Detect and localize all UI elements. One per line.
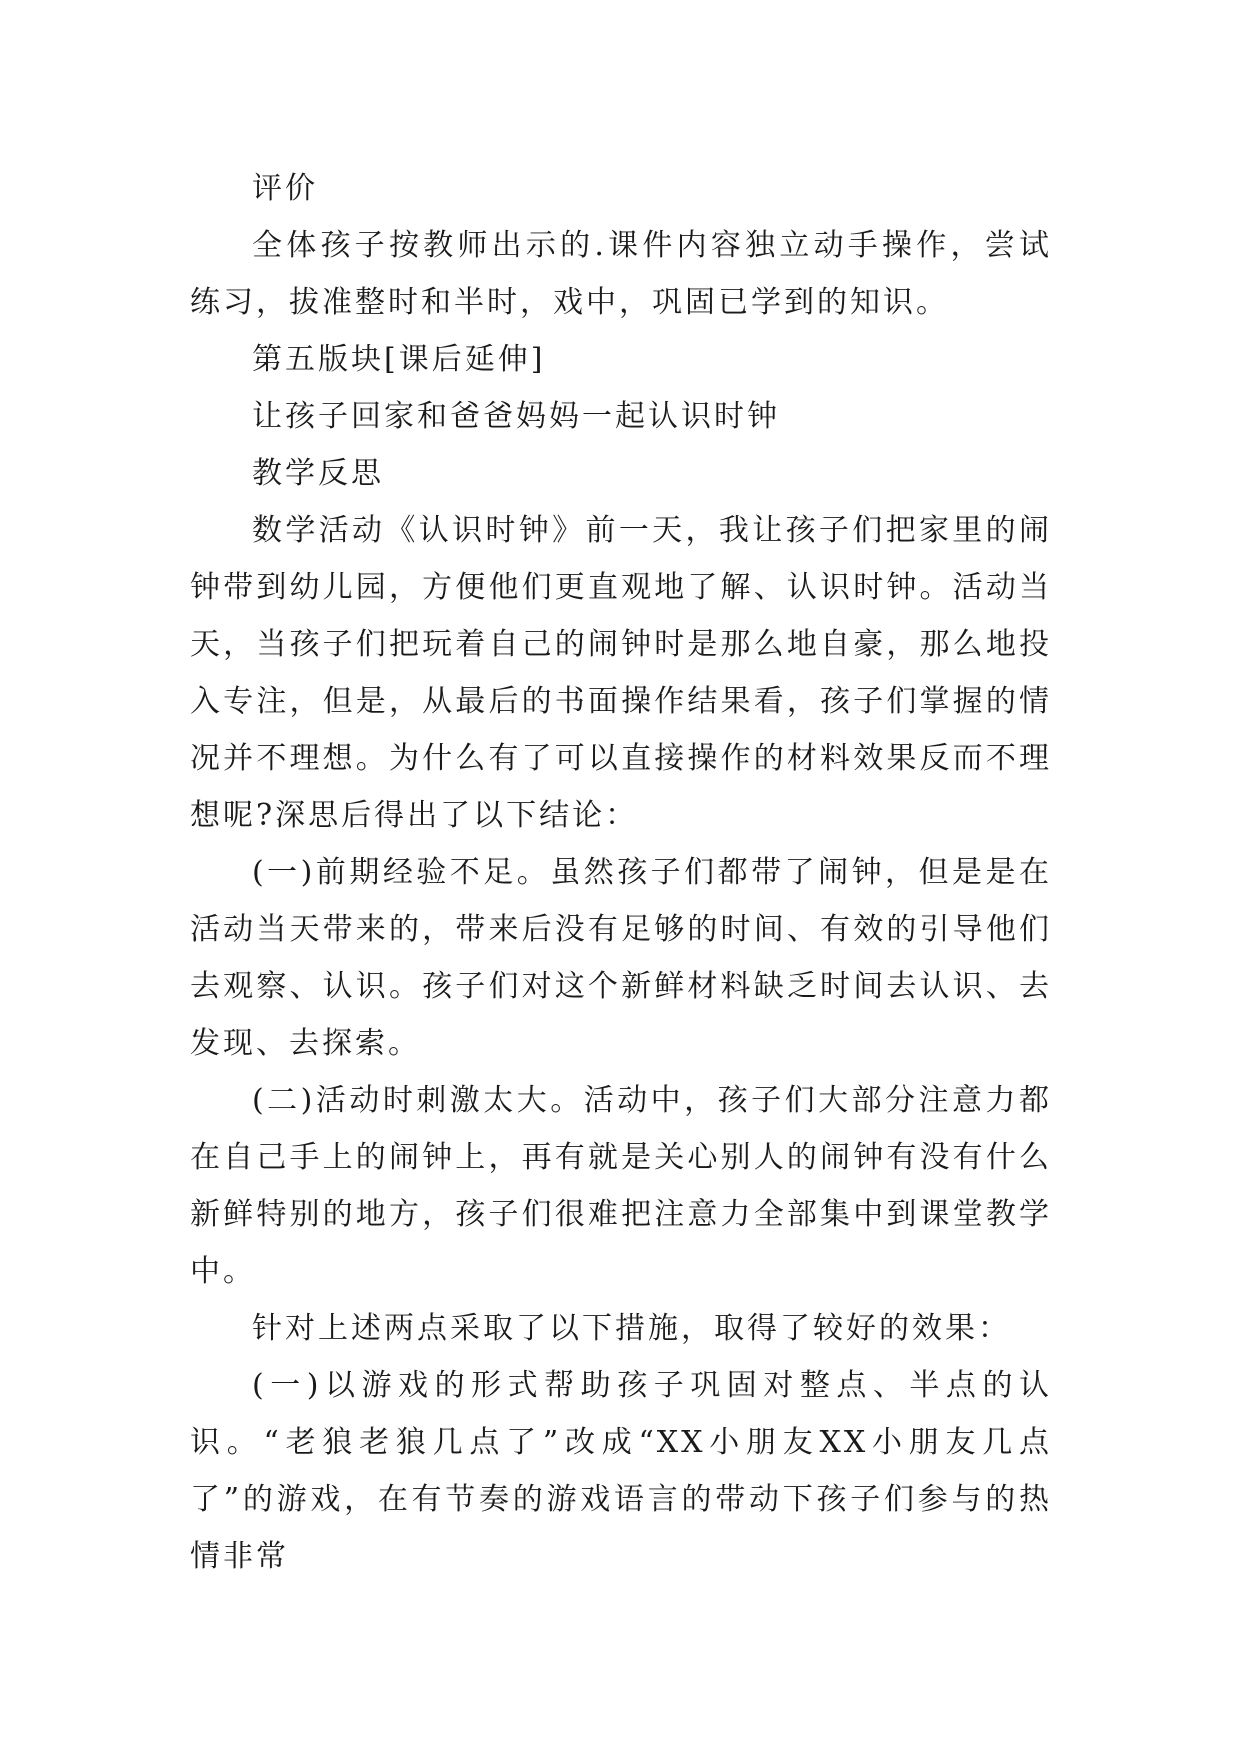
paragraph-reflection-heading: 教学反思 xyxy=(252,456,384,491)
paragraph-evaluation-text: 全体孩子按教师出示的.课件内容独立动手操作，尝试练习，拔准整时和半时，戏中，巩固已学到的知识。 xyxy=(190,228,1052,320)
paragraph-evaluation-heading: 评价 xyxy=(252,171,318,206)
paragraph-extension-text: 让孩子回家和爸爸妈妈一起认识时钟 xyxy=(252,399,780,434)
paragraph-conclusion-one: (一)前期经验不足。虽然孩子们都带了闹钟，但是是在活动当天带来的，带来后没有足够的时间、有效的引导他们去观察、认识。孩子们对这个新鲜材料缺乏时间去认识、去发现、去探索。 xyxy=(190,855,1052,1061)
paragraph-measure-one: (一)以游戏的形式帮助孩子巩固对整点、半点的认识。“老狼老狼几点了”改成“XX小朋友XX小朋友几点了”的游戏，在有节奏的游戏语言的带动下孩子们参与的热情非常 xyxy=(190,1368,1052,1574)
paragraph-section-five-heading: 第五版块[课后延伸] xyxy=(252,342,546,377)
document-body xyxy=(190,160,1052,1585)
paragraph-measures-intro: 针对上述两点采取了以下措施，取得了较好的效果： xyxy=(252,1311,1011,1346)
paragraph-reflection-intro: 数学活动《认识时钟》前一天，我让孩子们把家里的闹钟带到幼儿园，方便他们更直观地了解、认识时钟。活动当天，当孩子们把玩着自己的闹钟时是那么地自豪，那么地投入专注，但是，从最后的书面操作结果看，孩子们掌握的情况并不理想。为什么有了可以直接操作的材料效果反而不理想呢?深思后得出了以下结论： xyxy=(190,513,1052,833)
paragraph-conclusion-two: (二)活动时刺激太大。活动中，孩子们大部分注意力都在自己手上的闹钟上，再有就是关心别人的闹钟有没有什么新鲜特别的地方，孩子们很难把注意力全部集中到课堂教学中。 xyxy=(190,1083,1052,1289)
